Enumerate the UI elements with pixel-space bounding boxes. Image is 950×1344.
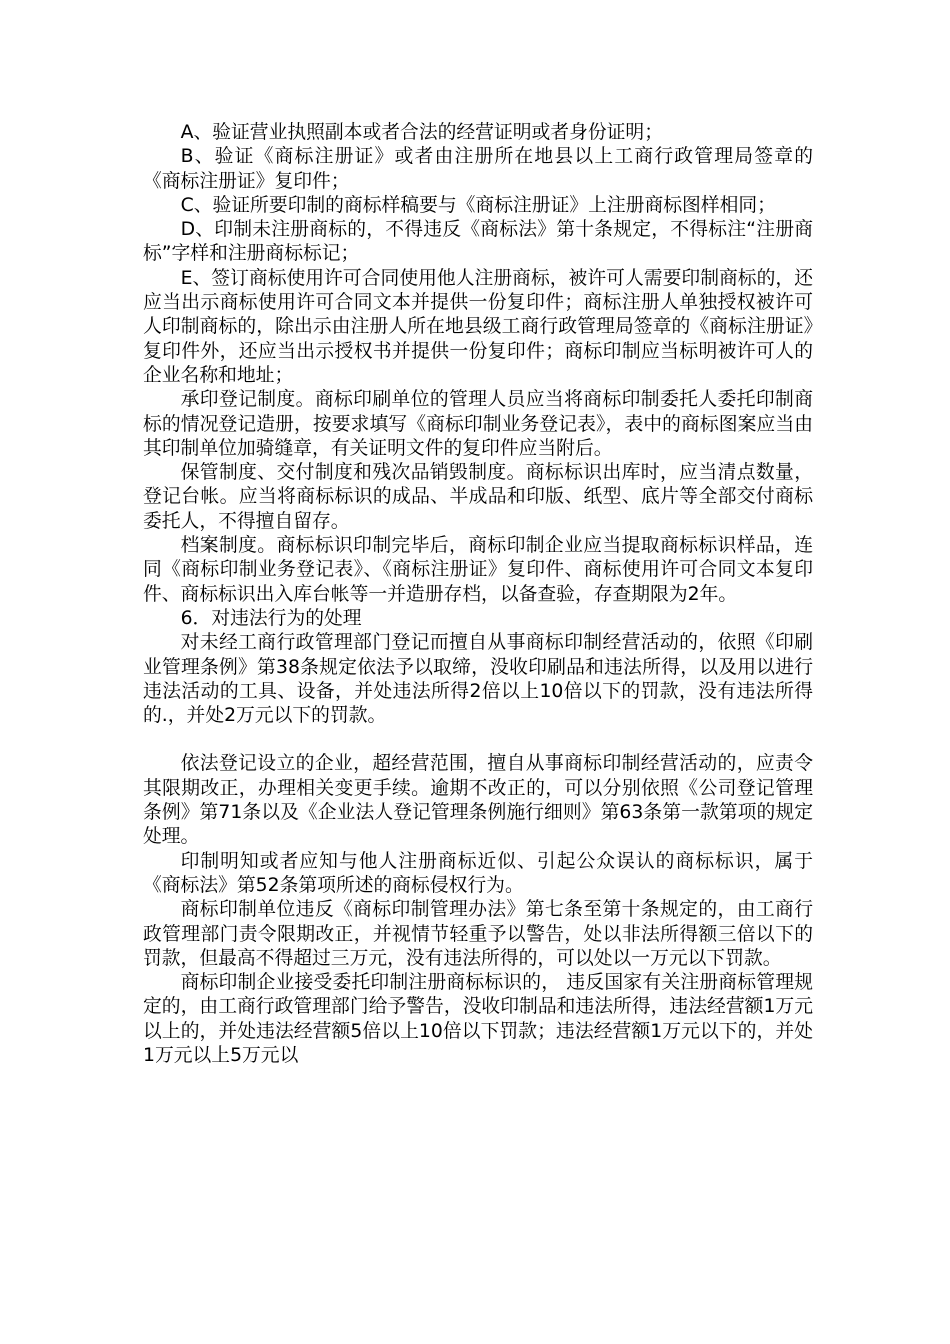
paragraph-violation-rules: 商标印制单位违反《商标印制管理办法》第七条至第十条规定的，由工商行政管理部门责令限期改正，并视情节轻重予以警告，处以非法所得额三倍以下的罚款，但最高不得超过三万元，没有违法所得的，可以处以一万元以下罚款。: [143, 899, 813, 969]
section-heading: 6．对违法行为的处理: [180, 607, 362, 629]
paragraph-unregistered-printing: 对未经工商行政管理部门登记而擅自从事商标印制经营活动的，依照《印刷业管理条例》第38条规定依法予以取缔，没收印刷品和违法所得，以及用以进行违法活动的工具、设备，并处违法所得2倍以上10倍以下的罚款，没有违法所得的.，并处2万元以下的罚款。: [143, 632, 813, 727]
paragraph-custody-system: 保管制度、交付制度和残次品销毁制度。商标标识出库时，应当清点数量，登记台帐。应当将商标标识的成品、半成品和印版、纸型、底片等全部交付商标委托人，不得擅自留存。: [143, 462, 813, 532]
paragraph-violation-penalty: 商标印制企业接受委托印制注册商标标识的， 违反国家有关注册商标管理规定的，由工商行政管理部门给予警告，没收印制品和违法所得，违法经营额1万元以上的，并处违法经营额5倍以上10倍以下罚款；违法经营额1万元以下的，并处1万元以上5万元以: [143, 972, 813, 1066]
paragraph-item-e: E、签订商标使用许可合同使用他人注册商标，被许可人需要印制商标的，还应当出示商标使用许可合同文本并提供一份复印件；商标注册人单独授权被许可人印制商标的，除出示由注册人所在地县级工商行政管理局签章的《商标注册证》复印件外，还应当出示授权书并提供一份复印件；商标印制应当标明被许可人的企业名称和地址；: [143, 267, 813, 386]
paragraph-registration-system: 承印登记制度。商标印刷单位的管理人员应当将商标印制委托人委托印制商标的情况登记造册，按要求填写《商标印制业务登记表》，表中的商标图案应当由其印制单位加骑缝章，有关证明文件的复印件应当附后。: [143, 389, 813, 459]
document-body: [143, 121, 813, 1068]
paragraph-item-a: A、验证营业执照副本或者合法的经营证明或者身份证明；: [180, 122, 663, 143]
paragraph-archive-system: 档案制度。商标标识印制完毕后，商标印制企业应当提取商标标识样品，连同《商标印制业务登记表》、《商标注册证》复印件、商标使用许可合同文本复印件、商标标识出入库台帐等一并造册存档，以备查验，存查期限为2年。: [143, 535, 813, 605]
paragraph-item-d: D、印制未注册商标的，不得违反《商标法》第十条规定，不得标注“注册商标”字样和注册商标标记；: [143, 219, 813, 265]
paragraph-item-b: B、验证《商标注册证》或者由注册所在地县以上工商行政管理局签章的《商标注册证》复印件；: [143, 146, 813, 192]
paragraph-infringement: 印制明知或者应知与他人注册商标近似、引起公众误认的商标标识，属于《商标法》第52条第项所述的商标侵权行为。: [143, 850, 813, 896]
paragraph-item-c: C、验证所要印制的商标样稿要与《商标注册证》上注册商标图样相同；: [180, 194, 776, 216]
paragraph-beyond-scope: 依法登记设立的企业，超经营范围，擅自从事商标印制经营活动的，应责令其限期改正，办理相关变更手续。逾期不改正的，可以分别依照《公司登记管理条例》第71条以及《企业法人登记管理条例施行细则》第63条第一款第项的规定处理。: [143, 753, 813, 848]
